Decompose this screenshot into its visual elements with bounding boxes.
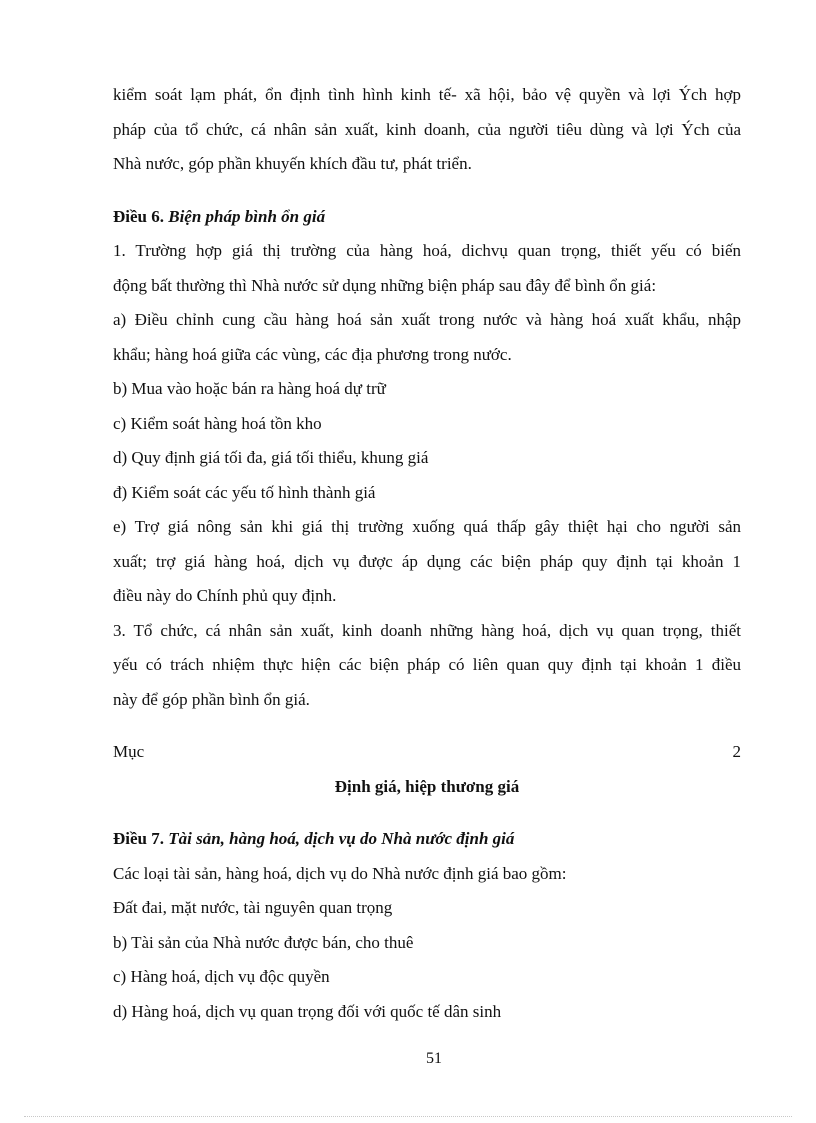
footer-divider <box>24 1116 792 1117</box>
article-6-line: c) Kiểm soát hàng hoá tồn kho <box>113 413 322 433</box>
article-6-body <box>113 234 741 717</box>
article-7-line: Đất đai, mặt nước, tài nguyên quan trọng <box>113 898 393 917</box>
article-7-heading <box>113 822 741 857</box>
article-6-line: 1. Trường hợp giá thị trường của hàng hoá, dichvụ quan trọng, thiết yếu có biến <box>113 241 741 260</box>
article-7-title: Tài sản, hàng hoá, dịch vụ do Nhà nước định giá <box>168 829 515 848</box>
article-6-line: khẩu; hàng hoá giữa các vùng, các địa phương trong nước. <box>113 344 512 364</box>
article-6-line: đ) Kiểm soát các yếu tố hình thành giá <box>113 482 376 502</box>
article-6-heading <box>113 200 741 235</box>
section-label: Mục <box>113 742 145 761</box>
section-number: 2 <box>732 742 741 761</box>
intro-paragraph <box>113 78 741 182</box>
intro-line-2: pháp của tổ chức, cá nhân sản xuất, kinh doanh, của người tiêu dùng và lợi Ých của <box>113 119 741 139</box>
article-6-line: e) Trợ giá nông sản khi giá thị trường xuống quá thấp gây thiệt hại cho người sản <box>113 517 741 536</box>
article-6-title: Biện pháp bình ổn giá <box>168 206 326 226</box>
article-6-line: điều này do Chính phủ quy định. <box>113 586 337 605</box>
article-7-line: Các loại tài sản, hàng hoá, dịch vụ do Nhà nước định giá bao gồm: <box>113 863 567 883</box>
section-title: Định giá, hiệp thương giá <box>334 776 520 796</box>
article-7-line: d) Hàng hoá, dịch vụ quan trọng đối với quốc tế dân sinh <box>113 1001 502 1021</box>
article-6-line: 3. Tổ chức, cá nhân sản xuất, kinh doanh những hàng hoá, dịch vụ quan trọng, thiết <box>113 620 741 640</box>
page-number: 51 <box>426 1050 442 1067</box>
article-6-line: động bất thường thì Nhà nước sử dụng những biện pháp sau đây để bình ổn giá: <box>113 275 657 295</box>
article-6-line: d) Quy định giá tối đa, giá tối thiểu, khung giá <box>113 448 429 467</box>
article-6-line: b) Mua vào hoặc bán ra hàng hoá dự trữ <box>113 379 386 398</box>
article-6-line: yếu có trách nhiệm thực hiện các biện pháp có liên quan quy định tại khoản 1 điều <box>113 655 741 674</box>
intro-line-1: kiểm soát lạm phát, ổn định tình hình kinh tế- xã hội, bảo vệ quyền và lợi Ých hợp <box>113 85 741 104</box>
section-heading-row <box>113 735 741 770</box>
article-7-line: c) Hàng hoá, dịch vụ độc quyền <box>113 967 330 986</box>
article-6-label: Điều 6. <box>113 206 164 226</box>
document-page <box>113 78 741 1029</box>
article-7-body <box>113 857 741 1030</box>
article-7-label: Điều 7. <box>113 829 164 848</box>
article-6-line: a) Điều chỉnh cung cầu hàng hoá sản xuất trong nước và hàng hoá xuất khẩu, nhập <box>113 310 741 329</box>
article-6-line: xuất; trợ giá hàng hoá, dịch vụ được áp dụng các biện pháp quy định tại khoản 1 <box>113 551 741 571</box>
intro-line-3: Nhà nước, góp phần khuyến khích đầu tư, phát triển. <box>113 154 472 173</box>
article-6-line: này để góp phần bình ổn giá. <box>113 689 310 709</box>
article-7-line: b) Tài sản của Nhà nước được bán, cho thuê <box>113 932 414 952</box>
